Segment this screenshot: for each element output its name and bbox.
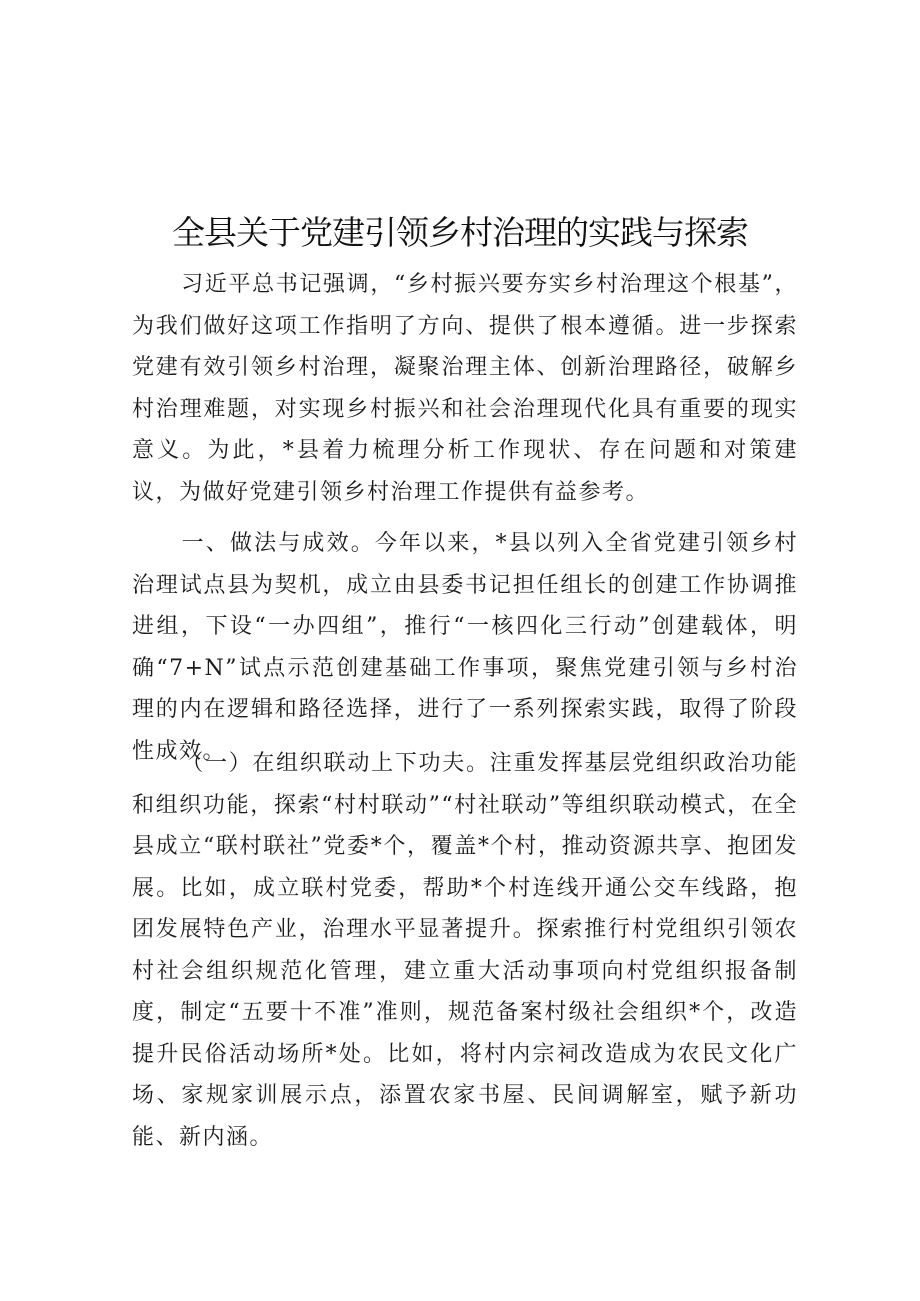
- paragraph-intro-text: 习近平总书记强调，“乡村振兴要夯实乡村治理这个根基”，为我们做好这项工作指明了方向、提供了根本遵循。进一步探索党建有效引领乡村治理，凝聚治理主体、创新治理路径，破解乡村治理难题，对实现乡村振兴和社会治理现代化具有重要的现实意义。为此，*县着力梳理分析工作现状、存在问题和对策建议，为做好党建引领乡村治理工作提供有益参考。: [132, 272, 798, 505]
- paragraph-intro: [132, 264, 798, 513]
- paragraph-section-one-text: 一、做法与成效。今年以来，*县以列入全省党建引领乡村治理试点县为契机，成立由县委书记担任组长的创建工作协调推进组，下设“一办四组”，推行“一核四化三行动”创建载体，明确“7+N”试点示范创建基础工作事项，聚焦党建引领与乡村治理的内在逻辑和路径选择，进行了一系列探索实践，取得了阶段性成效。: [132, 531, 798, 764]
- paragraph-subsection-one: [132, 743, 798, 1158]
- document-title: 全县关于党建引领乡村治理的实践与探索: [172, 213, 748, 252]
- paragraph-subsection-one-text: （一）在组织联动上下功夫。注重发挥基层党组织政治功能和组织功能，探索“村村联动”“村社联动”等组织联动模式，在全县成立“联村联社”党委*个，覆盖*个村，推动资源共享、抱团发展。比如，成立联村党委，帮助*个村连线开通公交车线路，抱团发展特色产业，治理水平显著提升。探索推行村党组织引领农村社会组织规范化管理，建立重大活动事项向村党组织报备制度，制定“五要十不准”准则，规范备案村级社会组织*个，改造提升民俗活动场所*处。比如，将村内宗祠改造成为农民文化广场、家规家训展示点，添置农家书屋、民间调解室，赋予新功能、新内涵。: [132, 751, 798, 1150]
- paragraph-section-one: [132, 523, 798, 772]
